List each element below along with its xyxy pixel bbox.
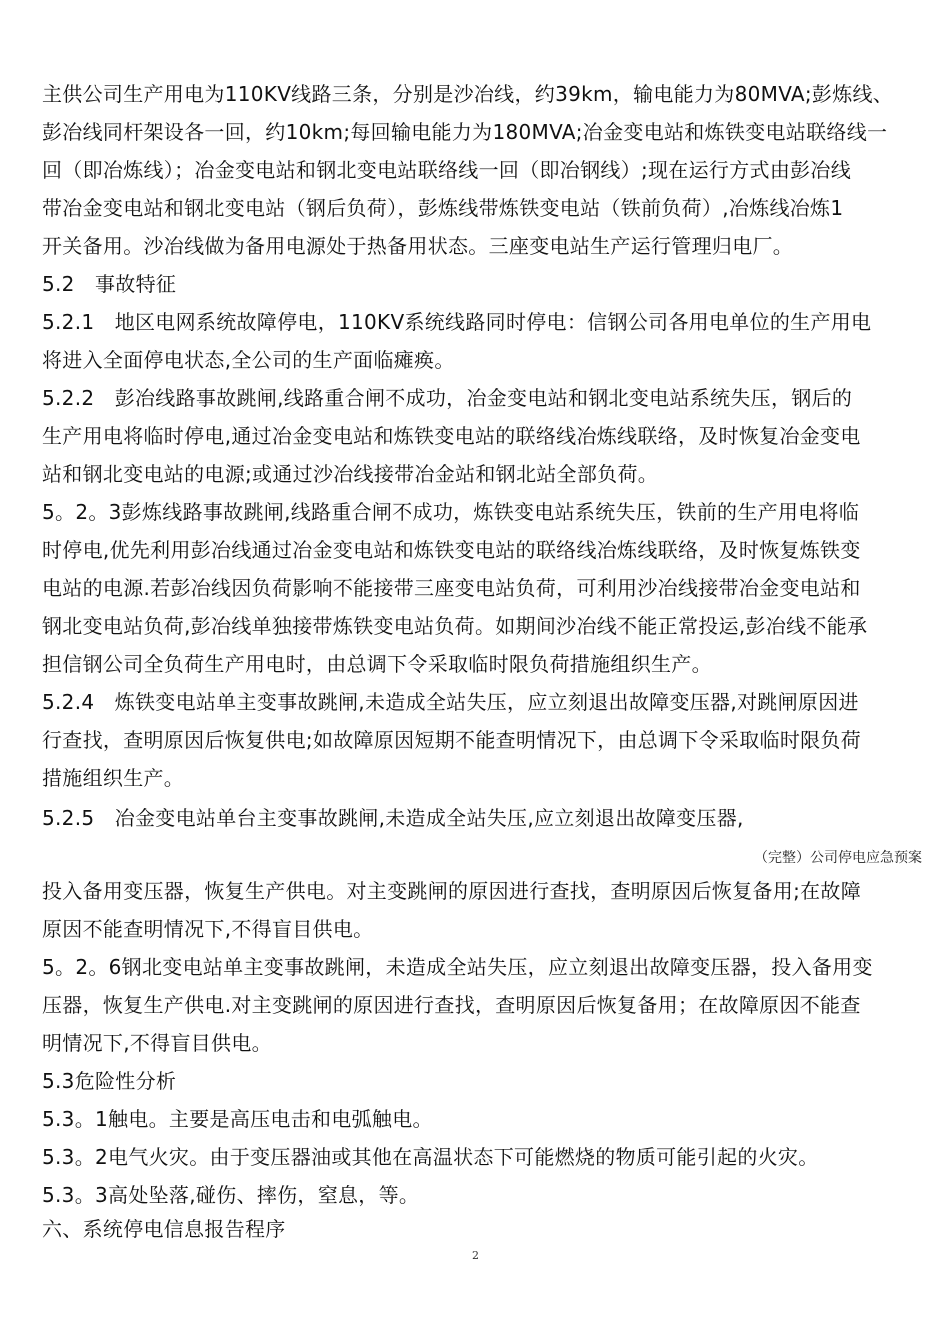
body-text-line: 5.3。1触电。主要是高压电击和电弧触电。	[42, 1107, 433, 1131]
running-header: （完整）公司停电应急预案	[754, 850, 922, 866]
body-text-line: 生产用电将临时停电,通过冶金变电站和炼铁变电站的联络线冶炼线联络，及时恢复冶金变电	[42, 424, 861, 448]
body-text-line: 5。2。3彭炼线路事故跳闸,线路重合闸不成功，炼铁变电站系统失压，铁前的生产用电将临	[42, 500, 860, 524]
body-text-line: 回（即冶炼线）；冶金变电站和钢北变电站联络线一回（即冶钢线）;现在运行方式由彭冶线	[42, 158, 852, 182]
body-text-line: 5.3。2电气火灾。由于变压器油或其他在高温状态下可能燃烧的物质可能引起的火灾。	[42, 1145, 819, 1169]
body-text-line: 5。2。6钢北变电站单主变事故跳闸，未造成全站失压，应立刻退出故障变压器，投入备用变	[42, 955, 873, 979]
body-text-line: 措施组织生产。	[42, 766, 185, 790]
body-text-line: 投入备用变压器，恢复生产供电。对主变跳闸的原因进行查找，查明原因后恢复备用;在故障	[42, 879, 862, 903]
page-number: 2	[472, 1249, 479, 1262]
body-text-line: 明情况下,不得盲目供电。	[42, 1031, 272, 1055]
body-text-line: 5.2.1 地区电网系统故障停电，110KV系统线路同时停电：信钢公司各用电单位的生产用电	[42, 310, 872, 334]
body-text-line: 担信钢公司全负荷生产用电时，由总调下令采取临时限负荷措施组织生产。	[42, 652, 712, 676]
body-text-line: 彭冶线同杆架设各一回，约10km;每回输电能力为180MVA;冶金变电站和炼铁变电站联络线一	[42, 120, 888, 144]
body-text-line: 5.3。3高处坠落,碰伤、摔伤，窒息，等。	[42, 1183, 420, 1207]
body-text-line: 5.2.5 冶金变电站单台主变事故跳闸,未造成全站失压,应立刻退出故障变压器,	[42, 806, 744, 830]
body-text-line: 站和钢北变电站的电源;或通过沙冶线接带冶金站和钢北站全部负荷。	[42, 462, 659, 486]
section-heading: 5.2 事故特征	[42, 272, 177, 296]
body-text-line: 带冶金变电站和钢北变电站（钢后负荷），彭炼线带炼铁变电站（铁前负荷）,冶炼线冶炼1	[42, 196, 844, 220]
body-text-line: 钢北变电站负荷,彭冶线单独接带炼铁变电站负荷。如期间沙冶线不能正常投运,彭冶线不能承	[42, 614, 868, 638]
body-text-line: 将进入全面停电状态,全公司的生产面临瘫痪。	[42, 348, 455, 372]
body-text-line: 主供公司生产用电为110KV线路三条，分别是沙冶线，约39km，输电能力为80MVA;彭炼线、	[42, 82, 894, 106]
section-heading: 5.3危险性分析	[42, 1069, 177, 1093]
body-text-line: 5.2.2 彭冶线路事故跳闸,线路重合闸不成功，冶金变电站和钢北变电站系统失压，钢后的	[42, 386, 853, 410]
body-text-line: 开关备用。沙冶线做为备用电源处于热备用状态。三座变电站生产运行管理归电厂。	[42, 234, 794, 258]
body-text-line: 电站的电源.若彭冶线因负荷影响不能接带三座变电站负荷，可利用沙冶线接带冶金变电站和	[42, 576, 861, 600]
body-text-line: 原因不能查明情况下,不得盲目供电。	[42, 917, 374, 941]
body-text-line: 时停电,优先利用彭冶线通过冶金变电站和炼铁变电站的联络线冶炼线联络，及时恢复炼铁变	[42, 538, 861, 562]
section-heading: 六、系统停电信息报告程序	[42, 1217, 286, 1241]
body-text-line: 压器，恢复生产供电.对主变跳闸的原因进行查找，查明原因后恢复备用；在故障原因不能查	[42, 993, 861, 1017]
body-text-line: 行查找，查明原因后恢复供电;如故障原因短期不能查明情况下，由总调下令采取临时限负荷	[42, 728, 862, 752]
body-text-line: 5.2.4 炼铁变电站单主变事故跳闸,未造成全站失压，应立刻退出故障变压器,对跳闸原因进	[42, 690, 859, 714]
